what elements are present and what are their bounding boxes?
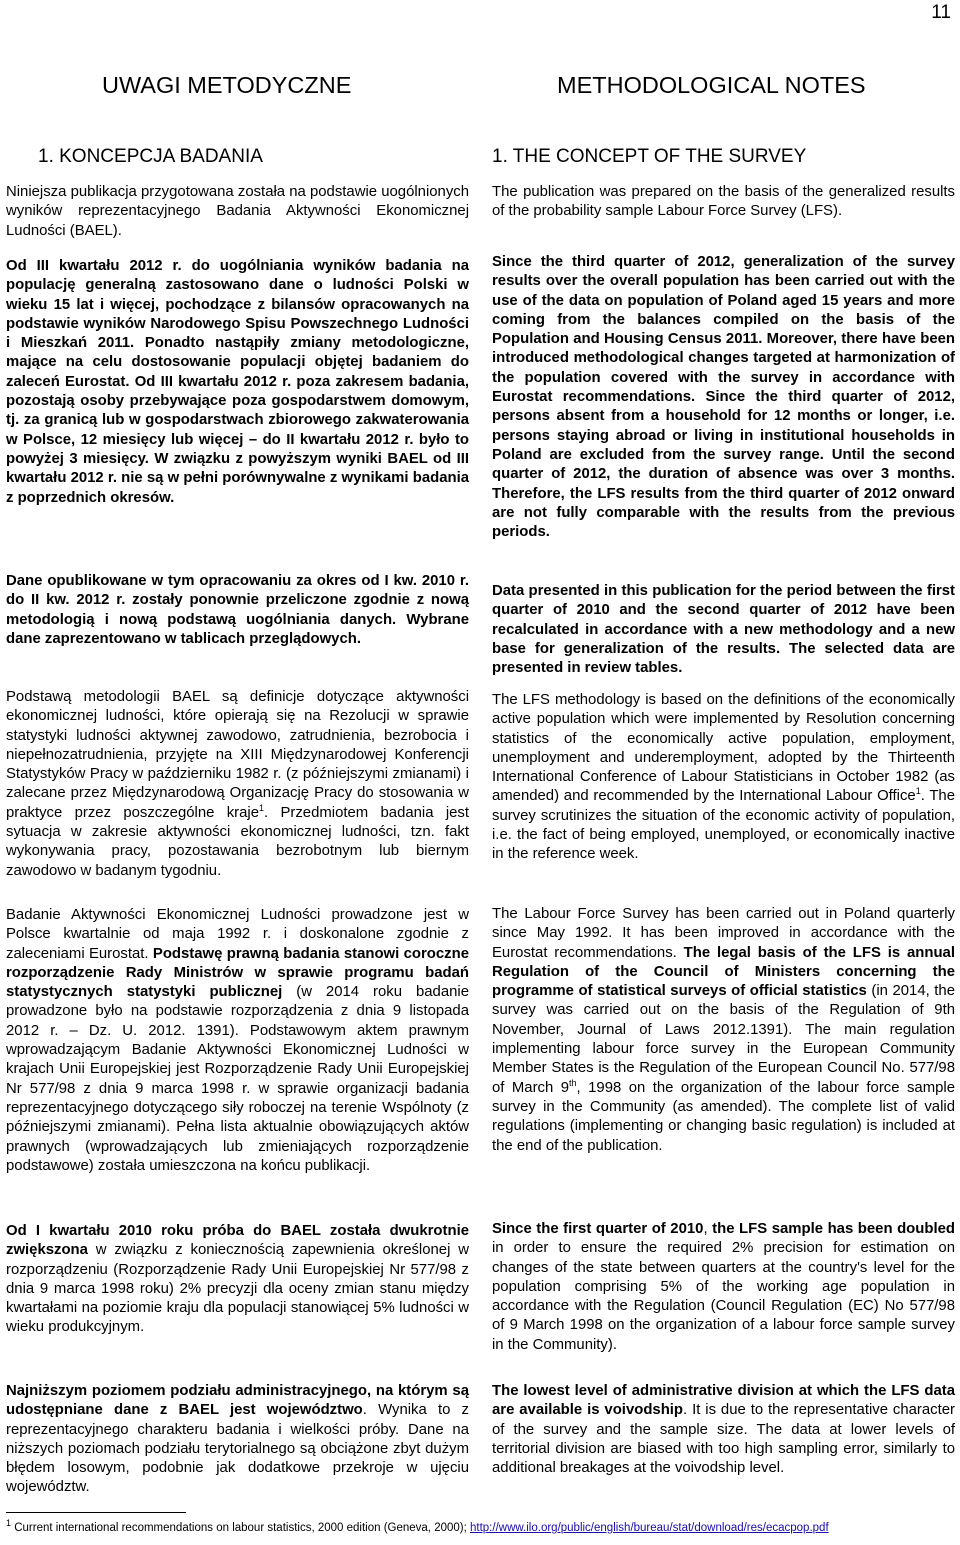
en-paragraph-4-text: The LFS methodology is based on the definitions of the economically active population which were implemented by Resolution concerning statistics of the economically active population, employment, unemployment and underemployment, adopted by the Thirteenth International Conference of Labour Statisticians in October 1982 (as amended) and recommended by the International Labour Office — [492, 692, 955, 805]
pl-paragraph-6-text: w związku z koniecznością zapewnienia określonej w rozporządzeniu (Rozporządzenie Rady Unii Europejskiej Nr 577/98 z dnia 9 marca 1998 roku) 2% precyzji dla oceny zmian stanu między kwartałami na poziomie kraju dla populacji stanowiącej 5% ludności w wieku produkcyjnym. — [6, 1242, 469, 1336]
en-paragraph-6-text: in order to ensure the required 2% precision for estimation on changes of the state between quarters at the country's level for the population comprising 5% of the working age population in accordance with the Regulation (Council Regulation (EC) No 577/98 of 9 March 1998 on the organization of a labour force sample survey in the Community). — [492, 1240, 955, 1353]
en-paragraph-6-bold: Since the first quarter of 2010 — [492, 1221, 704, 1237]
en-paragraph-2-text: Since the third quarter of 2012, generalization of the survey results over the overall population has been carried out with the use of the data on population of Poland aged 15 years and more coming from the balances compiled on the basis of the Population and Housing Census 2011. Moreover, there have been introduced methodological changes targeted at harmonization of the population covered with the survey in accordance with Eurostat recommendations. Since the third quarter of 2012, persons absent from a household for 12 months or longer, i.e. persons staying abroad or living in institutional households in Poland are excluded from the survey range. Until the second quarter of 2012, the duration of absence was over 3 months. Therefore, the LFS results from the third quarter of 2012 onward are not fully comparable with the results from the previous periods. — [492, 254, 955, 541]
en-paragraph-3 — [492, 582, 955, 678]
pl-paragraph-5-bold: Podstawę prawną badania stanowi coroczne rozporządzenie Rady Ministrów w sprawie programu badań statystycznych statystyki publicznej — [6, 945, 469, 1001]
pl-paragraph-2 — [6, 257, 469, 508]
en-paragraph-7 — [492, 1382, 955, 1478]
footnote — [6, 1518, 829, 1535]
pl-paragraph-7-text: . Wynika to z reprezentacyjnego charakteru badania i wielkości próby. Dane na niższych poziomach podziału terytorialnego są obciążone zbyt dużym błędem losowym, podobnie jak dodatkowe przekroje w ujęciu województw. — [6, 1402, 469, 1496]
footnote-divider — [6, 1512, 186, 1513]
footnote-ref[interactable]: 1 — [259, 802, 265, 813]
en-paragraph-7-bold: The lowest level of administrative division at which the LFS data are available is voivodship — [492, 1383, 955, 1419]
section-heading-pl: 1. KONCEPCJA BADANIA — [38, 146, 263, 167]
en-paragraph-6-bold-2: the LFS sample has been doubled — [712, 1221, 955, 1237]
en-paragraph-5-cont: (in 2014, the survey was carried out on the basis of the Regulation of 9th November, Journal of Laws 2012.1391). The main regulation implementing labour force survey in the European Community Member States is the Regulation of the European Council No. 577/98 of March 9 — [492, 983, 955, 1096]
en-paragraph-5 — [492, 905, 955, 1156]
pl-paragraph-5 — [6, 906, 469, 1176]
pl-paragraph-6 — [6, 1222, 469, 1338]
page-number: 11 — [931, 2, 951, 23]
en-paragraph-6 — [492, 1220, 955, 1355]
en-paragraph-4-cont: . The survey scrutinizes the situation of the economic activity of population, i.e. the fact of being employed, unemployed, or economically inactive in the reference week. — [492, 788, 955, 863]
pl-paragraph-4 — [6, 688, 469, 881]
footnote-marker: 1 — [6, 1518, 12, 1529]
footnote-link[interactable]: http://www.ilo.org/public/english/bureau/stat/download/res/ecacpop.pdf — [470, 1522, 829, 1534]
footnote-ref[interactable]: 1 — [915, 786, 921, 797]
page-title-pl: UWAGI METODYCZNE — [102, 72, 352, 98]
en-paragraph-5-text: The Labour Force Survey has been carried out in Poland quarterly since May 1992. It has been improved in accordance with the Eurostat recommendations. — [492, 906, 955, 961]
pl-paragraph-4-text: Podstawą metodologii BAEL są definicje dotyczące aktywności ekonomicznej ludności, które opierają się na Rezolucji w sprawie statystyki ludności aktywnej zawodowo, zatrudnienia, bezrobocia i niepełnozatrudnienia, przyjęte na XIII Międzynarodowej Konferencji Statystyków Pracy w październiku 1982 r. (z późniejszymi zmianami) i zalecane przez Międzynarodową Organizację Pracy do stosowania w praktyce przez poszczególne kraje — [6, 689, 469, 821]
pl-paragraph-7-bold: Najniższym poziomem podziału administracyjnego, na którym są udostępniane dane z BAEL jest województwo — [6, 1383, 469, 1419]
en-paragraph-2 — [492, 253, 955, 542]
en-paragraph-7-text: . It is due to the representative character of the survey and the sample size. The data at lower levels of territorial division are biased with too high sampling error, similarly to additional breakages at the voivodship level. — [492, 1402, 955, 1477]
pl-paragraph-3 — [6, 572, 469, 649]
en-paragraph-4 — [492, 691, 955, 865]
en-paragraph-1-text: The publication was prepared on the basis of the generalized results of the probability sample Labour Force Survey (LFS). — [492, 184, 955, 220]
pl-paragraph-5-text: Badanie Aktywności Ekonomicznej Ludności prowadzone jest w Polsce kwartalnie od maja 1992 r. i doskonalone zgodnie z zaleceniami Eurostat. — [6, 907, 469, 962]
pl-paragraph-7 — [6, 1382, 469, 1498]
footnote-text: Current international recommendations on labour statistics, 2000 edition (Geneva, 2000); — [11, 1522, 470, 1534]
en-paragraph-3-text: Data presented in this publication for the period between the first quarter of 2010 and the second quarter of 2012 have been recalculated in accordance with a new methodology and a new base for generalization of the results. The selected data are presented in review tables. — [492, 583, 955, 677]
en-paragraph-5-end: , 1998 on the organization of the labour force sample survey in the Community (as amended). The complete list of valid regulations (implementing or changing basic regulation) is included at the end of the publication. — [492, 1079, 955, 1154]
pl-paragraph-1 — [6, 183, 469, 241]
page-title-en: METHODOLOGICAL NOTES — [557, 72, 866, 98]
pl-paragraph-5-cont: (w 2014 roku badanie prowadzone było na podstawie rozporządzenia z dnia 9 listopada 2012 r. – Dz. U. 2012. 1391). Podstawowym aktem prawnym wprowadzającym Badanie Aktywności Ekonomicznej Ludności w krajach Unii Europejskiej jest Rozporządzenie Rady Unii Europejskiej Nr 577/98 z dnia 9 marca 1998 r. w sprawie organizacji badania reprezentacyjnego dotyczącego siły roboczej na terenie Wspólnoty (z późniejszymi zmianami). Pełna lista aktualnie obowiązujących aktów prawnych (wprowadzających lub zmieniających rozporządzenie podstawowe) została umieszczona na końcu publikacji. — [6, 984, 469, 1174]
pl-paragraph-2-text: Od III kwartału 2012 r. do uogólniania wyników badania na populację generalną zastosowano dane o ludności Polski w wieku 15 lat i więcej, pochodzące z bilansów opracowanych na podstawie wyników Narodowego Spisu Powszechnego Ludności i Mieszkań 2011. Ponadto nastąpiły zmiany metodologiczne, mające na celu dostosowanie populacji objętej badaniem do zaleceń Eurostat. Od III kwartału 2012 r. poza zakresem badania, pozostają osoby przebywające poza gospodarstwem domowym, tj. za granicą lub w gospodarstwach zbiorowego zakwaterowania w Polsce, 12 miesięcy lub więcej – do II kwartału 2012 r. było to powyżej 3 miesięcy. W związku z powyższym wyniki BAEL od III kwartału 2012 r. nie są w pełni porównywalne z wynikami badania z poprzednich okresów. — [6, 258, 469, 506]
pl-paragraph-1-text: Niniejsza publikacja przygotowana została na podstawie uogólnionych wyników reprezentacyjnego Badania Aktywności Ekonomicznej Ludności (BAEL). — [6, 184, 469, 239]
en-paragraph-6-sep: , — [703, 1221, 713, 1237]
superscript-th: th — [569, 1077, 577, 1088]
en-paragraph-5-bold: The legal basis of the LFS is annual Regulation of the Council of Ministers concerning the programme of statistical surveys of official statistics — [492, 944, 955, 1000]
en-paragraph-1 — [492, 183, 955, 222]
pl-paragraph-4-cont: . Przedmiotem badania jest sytuacja w zakresie aktywności ekonomicznej ludności, tzn. fakt wykonywania pracy, pozostawania bezrobotnym lub biernym zawodowo w badanym tygodniu. — [6, 804, 470, 879]
pl-paragraph-6-bold: Od I kwartału 2010 roku próba do BAEL została dwukrotnie zwiększona — [6, 1223, 469, 1259]
pl-paragraph-3-text: Dane opublikowane w tym opracowaniu za okres od I kw. 2010 r. do II kw. 2012 r. zostały ponownie przeliczone zgodnie z nową metodologią i nową podstawą uogólniania danych. Wybrane dane zaprezentowano w tablicach przeglądowych. — [6, 573, 469, 647]
section-heading-en: 1. THE CONCEPT OF THE SURVEY — [492, 146, 807, 167]
